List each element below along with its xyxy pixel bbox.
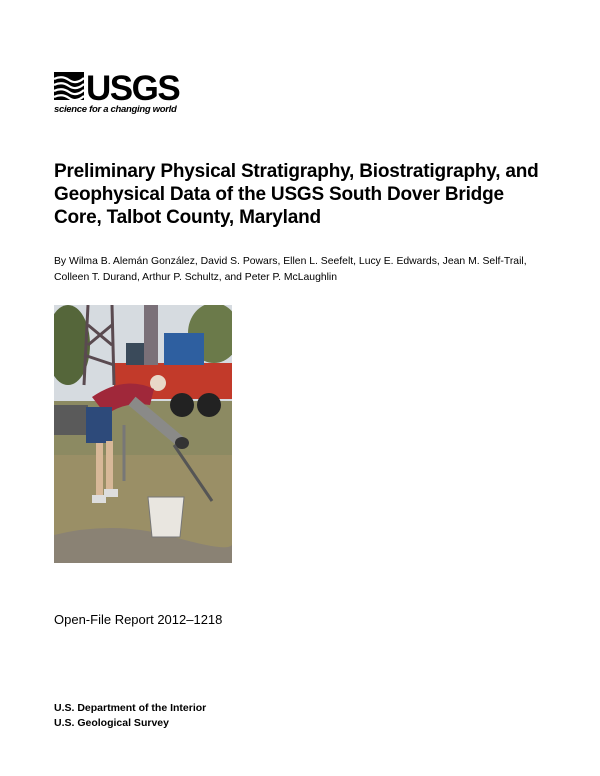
author-list: By Wilma B. Alemán González, David S. Powars, Ellen L. Seefelt, Lucy E. Edwards, Jean M. Self-Trail, Colleen T. Durand, Arthur P. Schultz, and Peter P. McLaughlin (54, 256, 527, 283)
report-number: Open-File Report 2012–1218 (54, 612, 223, 627)
logo-wordmark: USGS (86, 70, 180, 104)
usgs-wave-icon (54, 70, 184, 104)
drill-rig-photo-icon (54, 305, 232, 563)
agency-block (54, 701, 206, 731)
usgs-logo (54, 70, 184, 120)
document-title: Preliminary Physical Stratigraphy, Biostratigraphy, and Geophysical Data of the USGS South Dover Bridge Core, Talbot County, Maryland (54, 161, 539, 228)
department-name: U.S. Department of the Interior (54, 702, 207, 714)
cover-photo (54, 305, 232, 563)
survey-name: U.S. Geological Survey (54, 717, 169, 729)
logo-tagline: science for a changing world (54, 104, 177, 115)
